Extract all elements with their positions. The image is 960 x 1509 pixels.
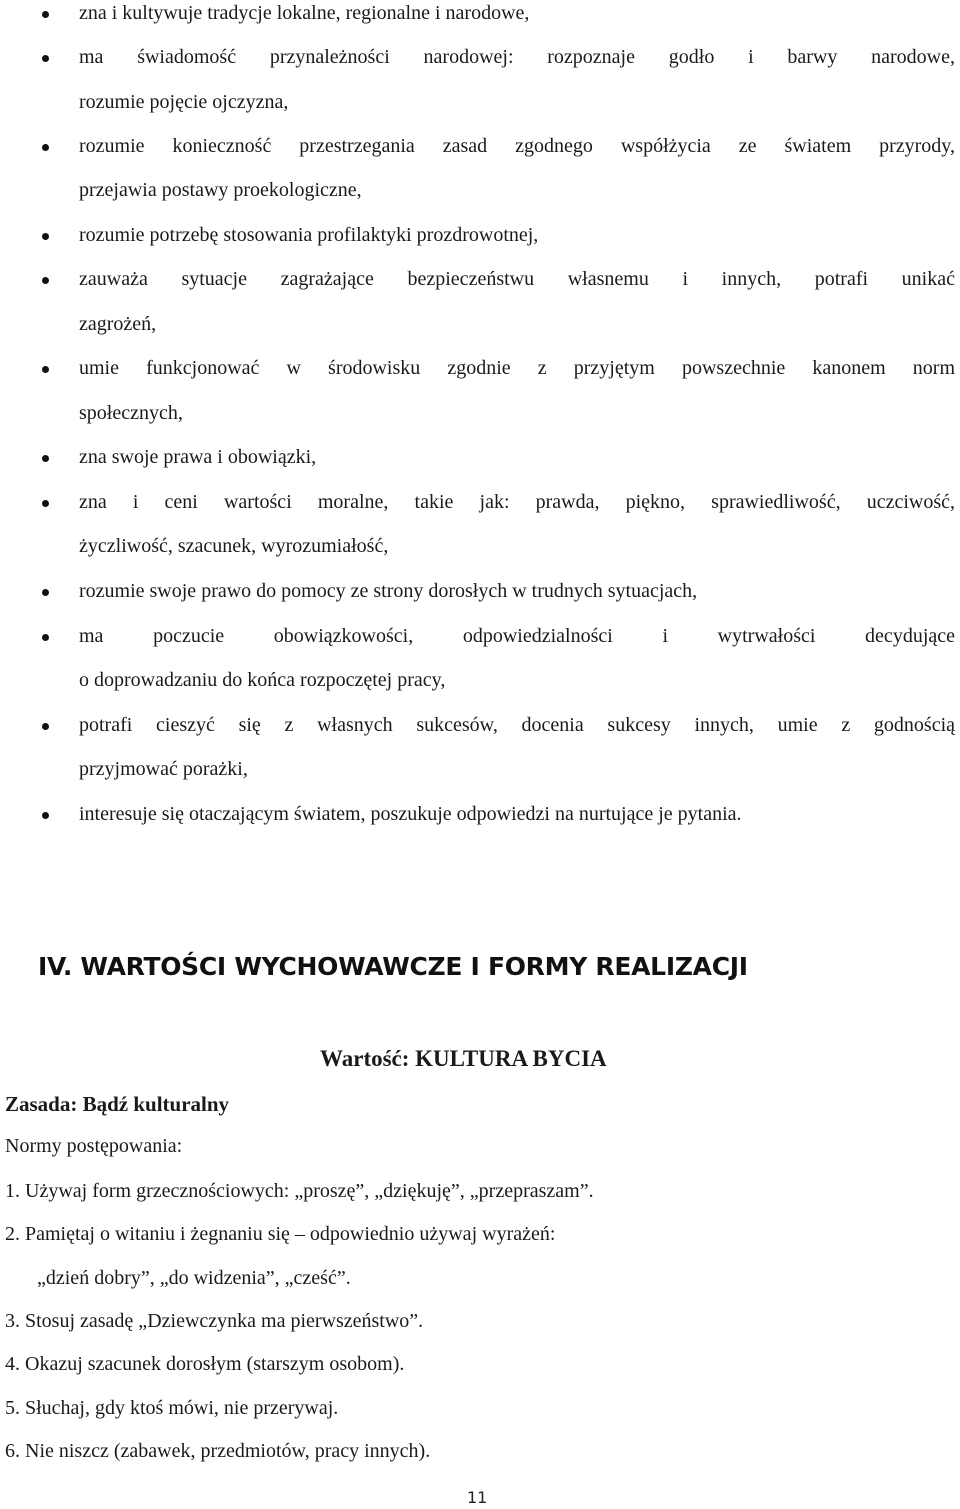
list-item-text: zna swoje prawa i obowiązki, xyxy=(79,446,317,468)
list-item-text: zna i kultywuje tradycje lokalne, regionalne i narodowe, xyxy=(79,2,530,24)
norm-item: 6. Nie niszcz (zabawek, przedmiotów, pracy innych). xyxy=(5,1440,431,1462)
list-item-text: ma poczucie obowiązkowości, odpowiedzialności i wytrwałości decydujące xyxy=(79,625,955,647)
norms-title: Normy postępowania: xyxy=(5,1135,183,1157)
list-item-text: zagrożeń, xyxy=(79,313,157,335)
list-item-text: rozumie pojęcie ojczyzna, xyxy=(79,91,289,113)
bullet-icon xyxy=(42,233,49,240)
bullet-icon xyxy=(42,634,49,641)
list-item-text: rozumie potrzebę stosowania profilaktyki prozdrowotnej, xyxy=(79,224,539,246)
norm-item: 3. Stosuj zasadę „Dziewczynka ma pierwszeństwo”. xyxy=(5,1310,424,1332)
value-heading: Wartość: KULTURA BYCIA xyxy=(320,1046,607,1071)
list-item-text: ma świadomość przynależności narodowej: rozpoznaje godło i barwy narodowe, xyxy=(79,46,955,68)
bullet-icon xyxy=(42,144,49,151)
norm-item: 1. Używaj form grzecznościowych: „proszę”, „dziękuję”, „przepraszam”. xyxy=(5,1180,594,1202)
list-item-text: potrafi cieszyć się z własnych sukcesów, docenia sukcesy innych, umie z godnością xyxy=(79,714,955,736)
norm-item: 4. Okazuj szacunek dorosłym (starszym osobom). xyxy=(5,1353,405,1375)
bullet-icon xyxy=(42,812,49,819)
bullet-icon xyxy=(42,55,49,62)
list-item-text: zna i ceni wartości moralne, takie jak: prawda, piękno, sprawiedliwość, uczciwość, xyxy=(79,491,955,513)
bullet-icon xyxy=(42,589,49,596)
list-item-text: rozumie swoje prawo do pomocy ze strony dorosłych w trudnych sytuacjach, xyxy=(79,580,698,602)
page-number: 11 xyxy=(467,1488,488,1507)
list-item-text: umie funkcjonować w środowisku zgodnie z przyjętym powszechnie kanonem norm xyxy=(79,357,955,379)
bullet-icon xyxy=(42,277,49,284)
list-item-text: rozumie konieczność przestrzegania zasad zgodnego współżycia ze światem przyrody, xyxy=(79,135,955,157)
list-item-text: interesuje się otaczającym światem, poszukuje odpowiedzi na nurtujące je pytania. xyxy=(79,803,742,825)
section-heading: IV. WARTOŚCI WYCHOWAWCZE I FORMY REALIZACJI xyxy=(38,952,748,981)
norm-item: 5. Słuchaj, gdy ktoś mówi, nie przerywaj. xyxy=(5,1397,339,1419)
norm-item-continuation: „dzień dobry”, „do widzenia”, „cześć”. xyxy=(37,1267,351,1289)
list-item-text: zauważa sytuacje zagrażające bezpieczeństwu własnemu i innych, potrafi unikać xyxy=(79,268,955,290)
list-item-text: społecznych, xyxy=(79,402,183,424)
bullet-icon xyxy=(42,500,49,507)
bullet-icon xyxy=(42,723,49,730)
principle-heading: Zasada: Bądź kulturalny xyxy=(5,1092,230,1116)
bullet-icon xyxy=(42,366,49,373)
bullet-icon xyxy=(42,11,49,18)
list-item-text: o doprowadzaniu do końca rozpoczętej pracy, xyxy=(79,669,446,691)
bullet-icon xyxy=(42,455,49,462)
list-item-text: życzliwość, szacunek, wyrozumiałość, xyxy=(79,535,389,557)
list-item-text: przejawia postawy proekologiczne, xyxy=(79,179,362,201)
list-item-text: przyjmować porażki, xyxy=(79,758,248,780)
norm-item: 2. Pamiętaj o witaniu i żegnaniu się – odpowiednio używaj wyrażeń: xyxy=(5,1223,556,1245)
